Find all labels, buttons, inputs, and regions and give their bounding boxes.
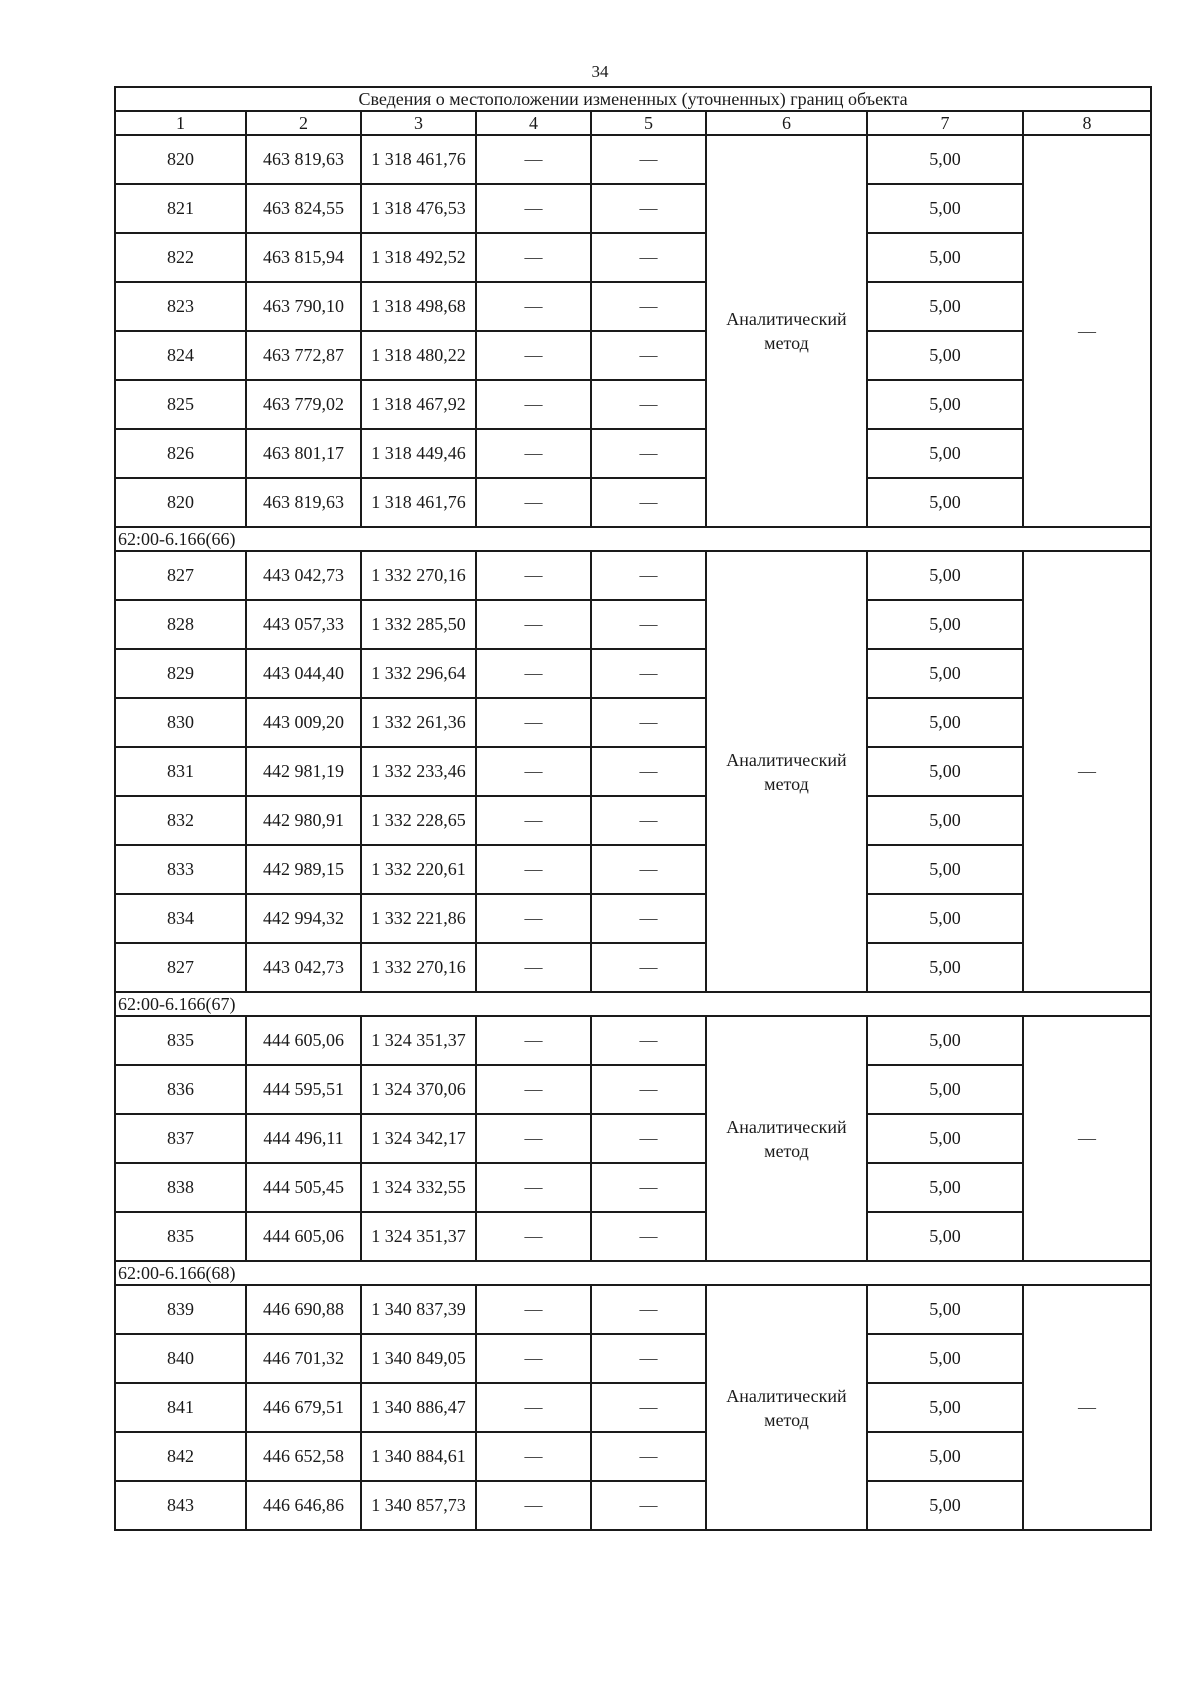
point-number-cell: 826 (115, 429, 246, 478)
column-5-cell: — (591, 1383, 706, 1432)
y-coordinate-cell: 1 332 296,64 (361, 649, 476, 698)
point-number-cell: 842 (115, 1432, 246, 1481)
point-number-cell: 837 (115, 1114, 246, 1163)
method-cell (706, 551, 867, 992)
table-row (115, 1016, 1151, 1065)
method-text-line: Аналитический (726, 749, 847, 770)
column-5-cell: — (591, 1334, 706, 1383)
column-7-cell: 5,00 (867, 135, 1023, 184)
column-5-cell: — (591, 429, 706, 478)
y-coordinate-cell: 1 332 261,36 (361, 698, 476, 747)
table-row (115, 1065, 1151, 1114)
column-number: 5 (591, 111, 706, 135)
x-coordinate-cell: 444 605,06 (246, 1212, 361, 1261)
x-coordinate-cell: 442 994,32 (246, 894, 361, 943)
column-4-cell: — (476, 331, 591, 380)
column-5-cell: — (591, 698, 706, 747)
column-5-cell: — (591, 747, 706, 796)
column-7-cell: 5,00 (867, 331, 1023, 380)
column-4-cell: — (476, 796, 591, 845)
point-number-cell: 840 (115, 1334, 246, 1383)
column-7-cell: 5,00 (867, 1334, 1023, 1383)
column-5-cell: — (591, 649, 706, 698)
column-5-cell: — (591, 600, 706, 649)
y-coordinate-cell: 1 332 285,50 (361, 600, 476, 649)
table-caption: Сведения о местоположении измененных (уточненных) границ объекта (115, 87, 1151, 111)
table-row (115, 845, 1151, 894)
column-5-cell: — (591, 796, 706, 845)
column-7-cell: 5,00 (867, 1016, 1023, 1065)
x-coordinate-cell: 463 772,87 (246, 331, 361, 380)
y-coordinate-cell: 1 324 351,37 (361, 1212, 476, 1261)
table-row (115, 1163, 1151, 1212)
point-number-cell: 831 (115, 747, 246, 796)
table-row (115, 233, 1151, 282)
table-row (115, 698, 1151, 747)
column-7-cell: 5,00 (867, 747, 1023, 796)
x-coordinate-cell: 444 505,45 (246, 1163, 361, 1212)
x-coordinate-cell: 443 057,33 (246, 600, 361, 649)
x-coordinate-cell: 446 652,58 (246, 1432, 361, 1481)
column-5-cell: — (591, 478, 706, 527)
y-coordinate-cell: 1 332 221,86 (361, 894, 476, 943)
y-coordinate-cell: 1 324 351,37 (361, 1016, 476, 1065)
x-coordinate-cell: 446 679,51 (246, 1383, 361, 1432)
column-4-cell: — (476, 943, 591, 992)
column-4-cell: — (476, 1334, 591, 1383)
x-coordinate-cell: 463 819,63 (246, 478, 361, 527)
column-5-cell: — (591, 282, 706, 331)
table-row (115, 796, 1151, 845)
table-row (115, 135, 1151, 184)
y-coordinate-cell: 1 340 857,73 (361, 1481, 476, 1530)
table-row (115, 331, 1151, 380)
column-7-cell: 5,00 (867, 1114, 1023, 1163)
y-coordinate-cell: 1 340 837,39 (361, 1285, 476, 1334)
column-number: 8 (1023, 111, 1151, 135)
column-5-cell: — (591, 1481, 706, 1530)
x-coordinate-cell: 446 646,86 (246, 1481, 361, 1530)
y-coordinate-cell: 1 324 342,17 (361, 1114, 476, 1163)
column-5-cell: — (591, 1016, 706, 1065)
column-5-cell: — (591, 845, 706, 894)
column-7-cell: 5,00 (867, 796, 1023, 845)
page-number: 34 (591, 62, 609, 81)
x-coordinate-cell: 463 790,10 (246, 282, 361, 331)
column-number: 6 (706, 111, 867, 135)
point-number-cell: 825 (115, 380, 246, 429)
column-4-cell: — (476, 1212, 591, 1261)
column-4-cell: — (476, 1114, 591, 1163)
point-number-cell: 836 (115, 1065, 246, 1114)
x-coordinate-cell: 443 042,73 (246, 551, 361, 600)
section-title: 62:00-6.166(68) (115, 1261, 1151, 1285)
x-coordinate-cell: 463 819,63 (246, 135, 361, 184)
y-coordinate-cell: 1 318 480,22 (361, 331, 476, 380)
point-number-cell: 835 (115, 1212, 246, 1261)
method-cell (706, 1285, 867, 1530)
y-coordinate-cell: 1 324 370,06 (361, 1065, 476, 1114)
column-number: 2 (246, 111, 361, 135)
x-coordinate-cell: 444 595,51 (246, 1065, 361, 1114)
section-title-row (115, 527, 1151, 551)
column-number: 7 (867, 111, 1023, 135)
point-number-cell: 823 (115, 282, 246, 331)
column-7-cell: 5,00 (867, 184, 1023, 233)
column-5-cell: — (591, 1432, 706, 1481)
column-5-cell: — (591, 551, 706, 600)
column-7-cell: 5,00 (867, 1285, 1023, 1334)
point-number-cell: 820 (115, 478, 246, 527)
method-cell (706, 135, 867, 527)
column-4-cell: — (476, 1481, 591, 1530)
column-4-cell: — (476, 894, 591, 943)
point-number-cell: 830 (115, 698, 246, 747)
table-row (115, 1432, 1151, 1481)
column-7-cell: 5,00 (867, 894, 1023, 943)
column-4-cell: — (476, 1016, 591, 1065)
method-text-line: Аналитический (726, 1385, 847, 1406)
x-coordinate-cell: 443 042,73 (246, 943, 361, 992)
point-number-cell: 827 (115, 551, 246, 600)
column-5-cell: — (591, 380, 706, 429)
y-coordinate-cell: 1 318 498,68 (361, 282, 476, 331)
column-4-cell: — (476, 551, 591, 600)
column-7-cell: 5,00 (867, 649, 1023, 698)
boundary-coordinates-table (114, 86, 1152, 1531)
column-7-cell: 5,00 (867, 698, 1023, 747)
column-5-cell: — (591, 1285, 706, 1334)
y-coordinate-cell: 1 332 270,16 (361, 551, 476, 600)
column-5-cell: — (591, 184, 706, 233)
method-text-line: метод (764, 333, 809, 353)
x-coordinate-cell: 443 009,20 (246, 698, 361, 747)
point-number-cell: 827 (115, 943, 246, 992)
point-number-cell: 839 (115, 1285, 246, 1334)
column-7-cell: 5,00 (867, 1065, 1023, 1114)
column-4-cell: — (476, 380, 591, 429)
table-row (115, 747, 1151, 796)
column-4-cell: — (476, 233, 591, 282)
x-coordinate-cell: 444 496,11 (246, 1114, 361, 1163)
column-5-cell: — (591, 1163, 706, 1212)
table-row (115, 478, 1151, 527)
column-8-cell: — (1023, 1016, 1151, 1261)
point-number-cell: 829 (115, 649, 246, 698)
section-title-row (115, 992, 1151, 1016)
column-4-cell: — (476, 698, 591, 747)
point-number-cell: 821 (115, 184, 246, 233)
x-coordinate-cell: 463 801,17 (246, 429, 361, 478)
column-4-cell: — (476, 649, 591, 698)
table-row (115, 1212, 1151, 1261)
y-coordinate-cell: 1 332 233,46 (361, 747, 476, 796)
method-cell (706, 1016, 867, 1261)
column-7-cell: 5,00 (867, 429, 1023, 478)
y-coordinate-cell: 1 332 270,16 (361, 943, 476, 992)
column-5-cell: — (591, 1065, 706, 1114)
point-number-cell: 828 (115, 600, 246, 649)
column-5-cell: — (591, 135, 706, 184)
column-8-cell: — (1023, 551, 1151, 992)
column-number: 3 (361, 111, 476, 135)
point-number-cell: 841 (115, 1383, 246, 1432)
column-4-cell: — (476, 184, 591, 233)
x-coordinate-cell: 443 044,40 (246, 649, 361, 698)
x-coordinate-cell: 463 779,02 (246, 380, 361, 429)
method-text-line: метод (764, 1409, 809, 1430)
column-4-cell: — (476, 1163, 591, 1212)
column-4-cell: — (476, 747, 591, 796)
column-7-cell: 5,00 (867, 233, 1023, 282)
table-row (115, 551, 1151, 600)
y-coordinate-cell: 1 340 849,05 (361, 1334, 476, 1383)
table-row (115, 1114, 1151, 1163)
y-coordinate-cell: 1 318 467,92 (361, 380, 476, 429)
column-7-cell: 5,00 (867, 1163, 1023, 1212)
column-7-cell: 5,00 (867, 282, 1023, 331)
column-7-cell: 5,00 (867, 1383, 1023, 1432)
point-number-cell: 820 (115, 135, 246, 184)
table-row (115, 429, 1151, 478)
x-coordinate-cell: 442 989,15 (246, 845, 361, 894)
column-5-cell: — (591, 1212, 706, 1261)
column-7-cell: 5,00 (867, 1432, 1023, 1481)
column-7-cell: 5,00 (867, 380, 1023, 429)
x-coordinate-cell: 444 605,06 (246, 1016, 361, 1065)
column-7-cell: 5,00 (867, 478, 1023, 527)
table-row (115, 1481, 1151, 1530)
column-7-cell: 5,00 (867, 600, 1023, 649)
column-5-cell: — (591, 1114, 706, 1163)
method-text-line: Аналитический (726, 1116, 847, 1137)
column-7-cell: 5,00 (867, 943, 1023, 992)
table-row (115, 380, 1151, 429)
method-text-line: Аналитический (726, 309, 847, 329)
x-coordinate-cell: 442 980,91 (246, 796, 361, 845)
column-5-cell: — (591, 331, 706, 380)
y-coordinate-cell: 1 324 332,55 (361, 1163, 476, 1212)
section-title-row (115, 1261, 1151, 1285)
column-4-cell: — (476, 282, 591, 331)
y-coordinate-cell: 1 332 228,65 (361, 796, 476, 845)
point-number-cell: 835 (115, 1016, 246, 1065)
column-4-cell: — (476, 1065, 591, 1114)
column-4-cell: — (476, 135, 591, 184)
column-8-cell: — (1023, 135, 1151, 527)
column-7-cell: 5,00 (867, 551, 1023, 600)
section-title: 62:00-6.166(67) (115, 992, 1151, 1016)
column-4-cell: — (476, 1285, 591, 1334)
column-4-cell: — (476, 1383, 591, 1432)
table-caption-row (115, 87, 1151, 111)
column-4-cell: — (476, 1432, 591, 1481)
table-row (115, 1285, 1151, 1334)
table-row (115, 649, 1151, 698)
y-coordinate-cell: 1 318 492,52 (361, 233, 476, 282)
x-coordinate-cell: 442 981,19 (246, 747, 361, 796)
table-row (115, 600, 1151, 649)
table-row (115, 1334, 1151, 1383)
column-7-cell: 5,00 (867, 1212, 1023, 1261)
y-coordinate-cell: 1 318 449,46 (361, 429, 476, 478)
method-text-line: метод (764, 773, 809, 794)
column-5-cell: — (591, 233, 706, 282)
x-coordinate-cell: 463 824,55 (246, 184, 361, 233)
y-coordinate-cell: 1 318 461,76 (361, 478, 476, 527)
point-number-cell: 824 (115, 331, 246, 380)
y-coordinate-cell: 1 340 886,47 (361, 1383, 476, 1432)
column-number: 4 (476, 111, 591, 135)
table-row (115, 943, 1151, 992)
column-5-cell: — (591, 943, 706, 992)
column-7-cell: 5,00 (867, 1481, 1023, 1530)
point-number-cell: 834 (115, 894, 246, 943)
point-number-cell: 838 (115, 1163, 246, 1212)
y-coordinate-cell: 1 332 220,61 (361, 845, 476, 894)
column-7-cell: 5,00 (867, 845, 1023, 894)
section-title: 62:00-6.166(66) (115, 527, 1151, 551)
table-row (115, 1383, 1151, 1432)
column-4-cell: — (476, 600, 591, 649)
x-coordinate-cell: 446 690,88 (246, 1285, 361, 1334)
table-row (115, 894, 1151, 943)
column-number: 1 (115, 111, 246, 135)
point-number-cell: 832 (115, 796, 246, 845)
point-number-cell: 843 (115, 1481, 246, 1530)
point-number-cell: 833 (115, 845, 246, 894)
table-row (115, 282, 1151, 331)
column-number-row (115, 111, 1151, 135)
column-4-cell: — (476, 845, 591, 894)
x-coordinate-cell: 463 815,94 (246, 233, 361, 282)
column-4-cell: — (476, 478, 591, 527)
point-number-cell: 822 (115, 233, 246, 282)
y-coordinate-cell: 1 340 884,61 (361, 1432, 476, 1481)
column-4-cell: — (476, 429, 591, 478)
y-coordinate-cell: 1 318 476,53 (361, 184, 476, 233)
y-coordinate-cell: 1 318 461,76 (361, 135, 476, 184)
table-row (115, 184, 1151, 233)
x-coordinate-cell: 446 701,32 (246, 1334, 361, 1383)
column-5-cell: — (591, 894, 706, 943)
method-text-line: метод (764, 1140, 809, 1161)
column-8-cell: — (1023, 1285, 1151, 1530)
